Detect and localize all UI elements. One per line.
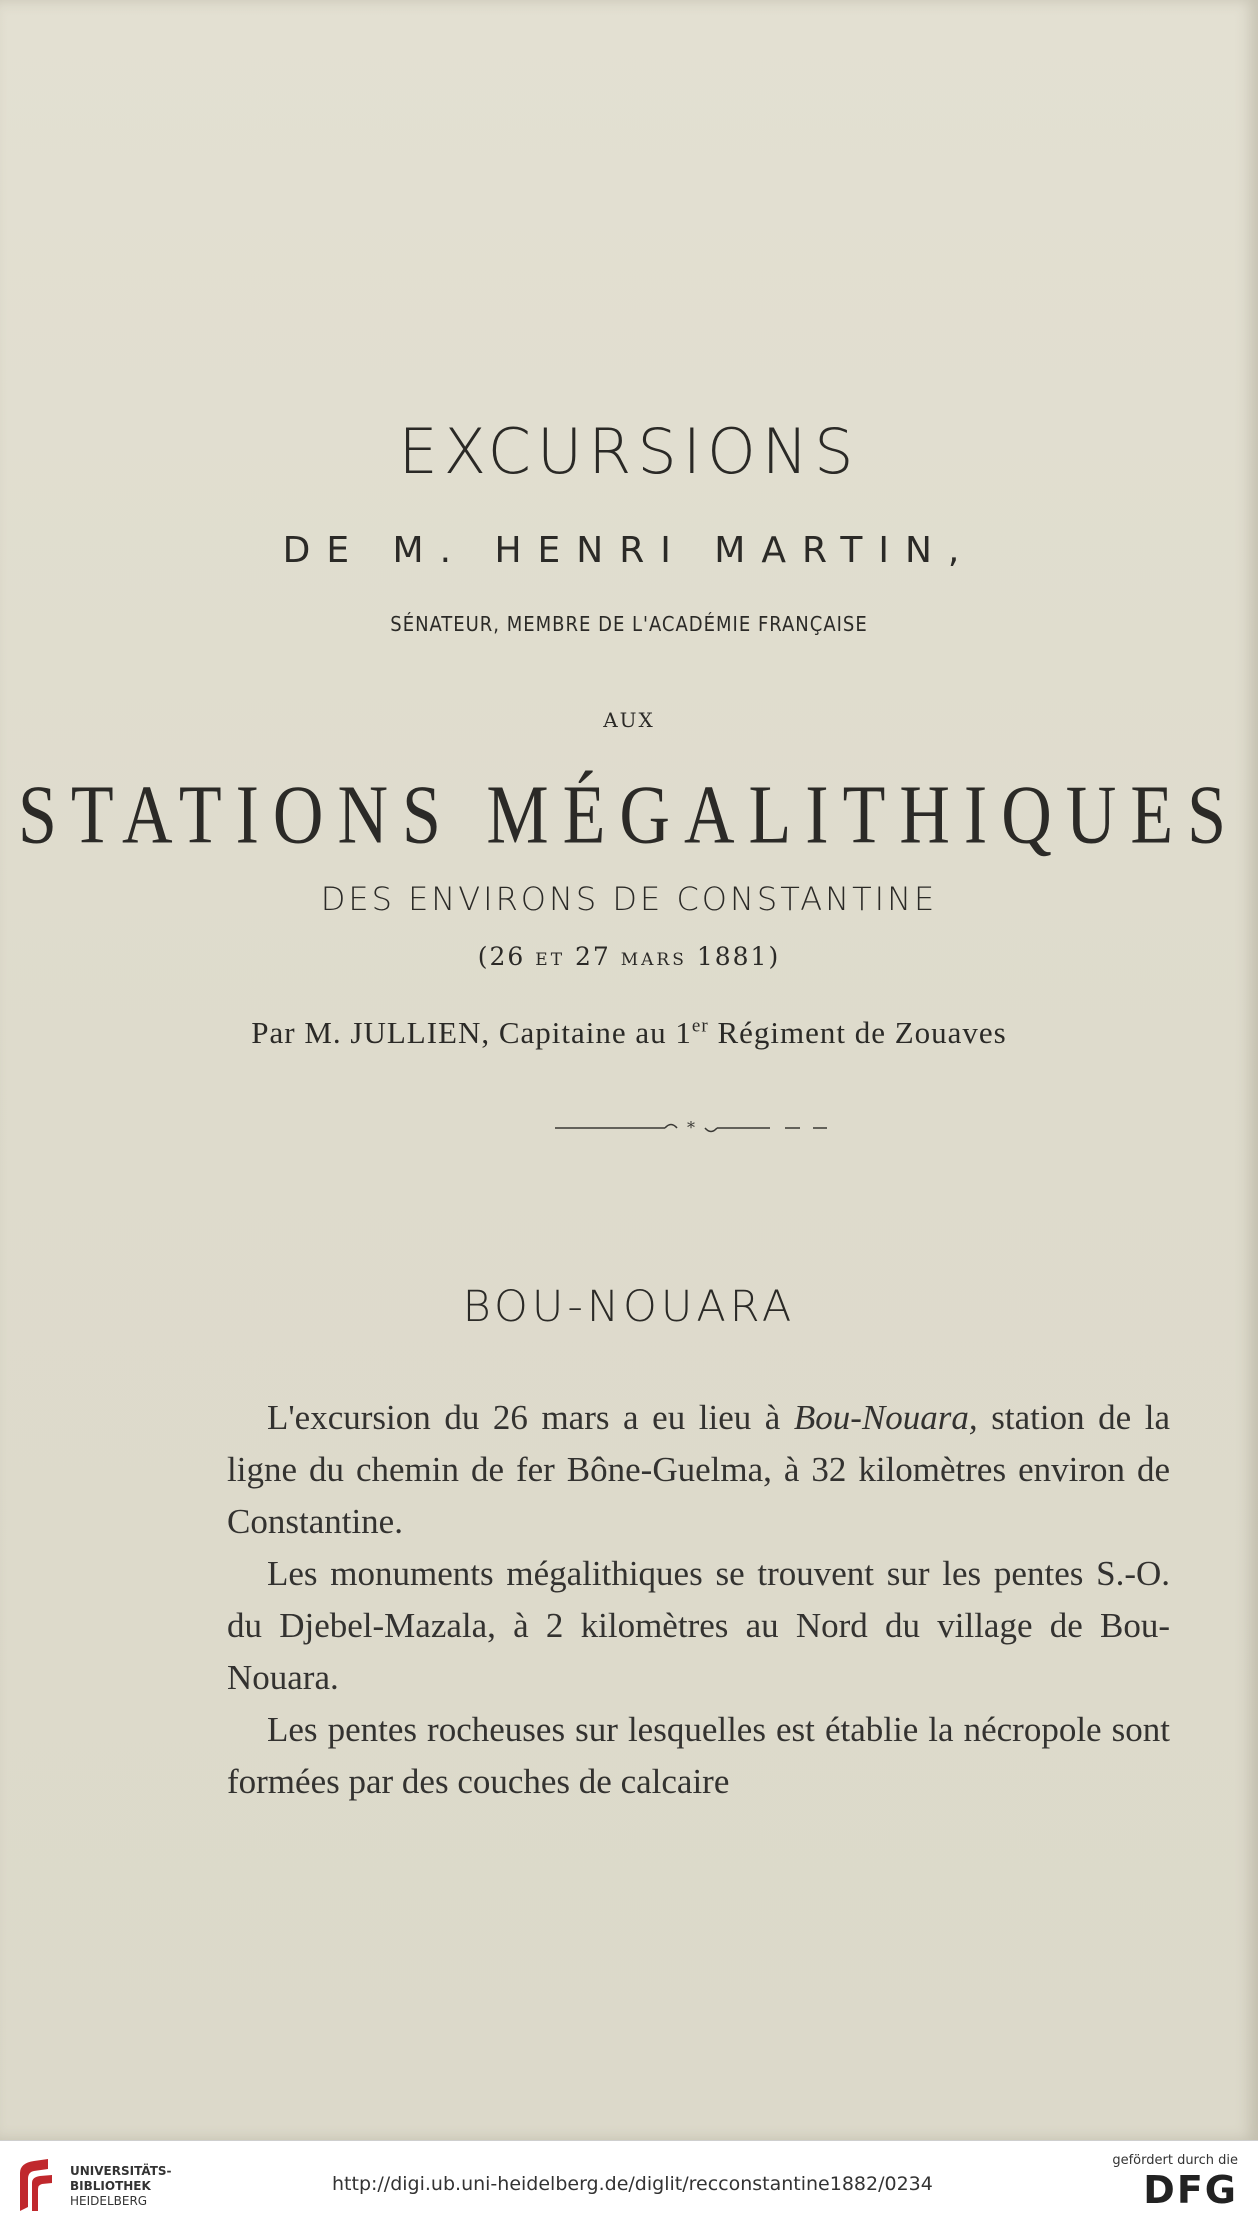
ornament-rule-icon <box>555 1118 827 1138</box>
aux-word: AUX <box>603 708 655 732</box>
paragraph-1-post: station de la ligne du chemin de fer Bône-Guelma, à 32 kilomètres environ de Constantine. <box>227 1398 1170 1541</box>
author-pre: Par M. JULLIEN, Capitaine au 1 <box>251 1015 692 1050</box>
place-line: DES ENVIRONS DE CONSTANTINE <box>320 880 938 918</box>
title-line-1: EXCURSIONS <box>398 415 860 488</box>
svg-text:*: * <box>687 1118 695 1137</box>
date-close: 1881) <box>686 942 781 971</box>
paragraph-3: Les pentes rocheuses sur lesquelles est établie la nécropole sont formées par des couches de calcaire <box>227 1710 1170 1801</box>
library-line-3: HEIDELBERG <box>70 2194 148 2208</box>
paragraph-1-italic: Bou-Nouara, <box>793 1398 978 1437</box>
date-line <box>0 942 1258 971</box>
author-line <box>0 1015 1258 1051</box>
paragraph-1 <box>227 1392 1170 1548</box>
body-text <box>227 1392 1170 1808</box>
library-line-2: BIBLIOTHEK <box>70 2179 151 2193</box>
library-name <box>70 2164 172 2209</box>
date-mid: 27 <box>565 942 621 971</box>
permalink-url[interactable]: http://digi.ub.uni-heidelberg.de/diglit/recconstantine1882/0234 <box>332 2173 933 2195</box>
date-open: (26 <box>477 942 536 971</box>
paragraph-2: Les monuments mégalithiques se trouvent sur les pentes S.-O. du Djebel-Mazala, à 2 kilomètres au Nord du village de Bou-Nouara. <box>227 1554 1170 1697</box>
title-line-2: DE M. HENRI MARTIN, <box>282 530 976 571</box>
funder-block <box>1112 2153 1238 2212</box>
library-line-1: UNIVERSITÄTS- <box>70 2164 172 2178</box>
author-sup: er <box>691 1015 709 1037</box>
subtitle: SÉNATEUR, MEMBRE DE L'ACADÉMIE FRANÇAISE <box>390 612 868 636</box>
main-title: STATIONS MÉGALITHIQUES <box>17 769 1241 862</box>
date-et: ET <box>535 950 566 970</box>
dfg-logo: DFG <box>1143 2168 1238 2212</box>
digitization-footer <box>0 2140 1258 2234</box>
paragraph-1-pre: L'excursion du 26 mars a eu lieu à <box>267 1398 794 1437</box>
date-mars: MARS <box>620 950 687 970</box>
section-heading: BOU-NOUARA <box>462 1282 796 1332</box>
author-post: Régiment de Zouaves <box>708 1015 1007 1050</box>
university-library-logo-icon <box>12 2155 60 2217</box>
funded-by-text: gefördert durch die <box>1112 2153 1238 2168</box>
